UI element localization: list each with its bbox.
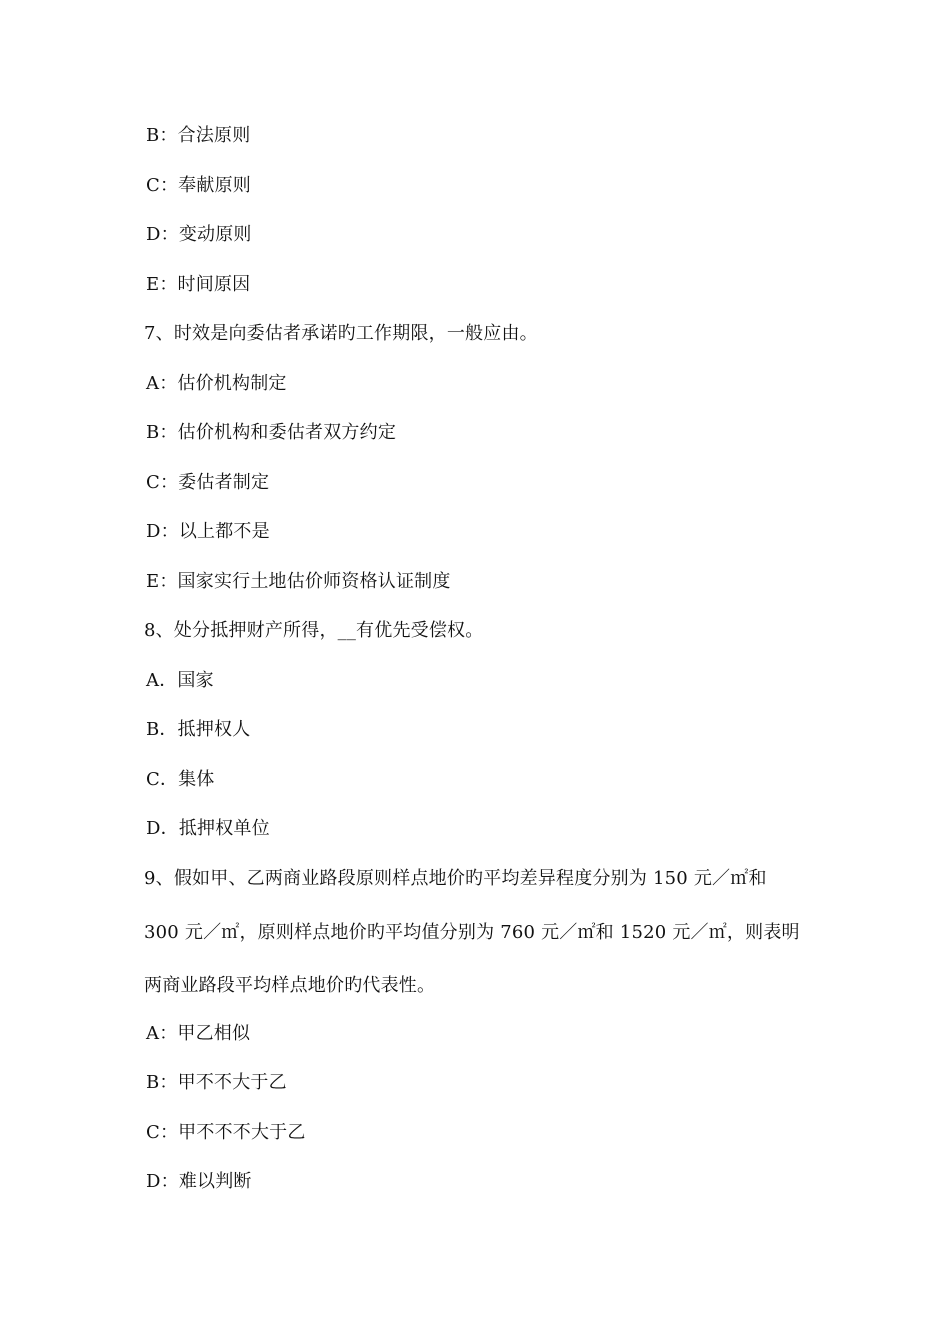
question-9-option-c: C：甲不不不大于乙 — [146, 1122, 306, 1143]
option-c-prev: C：奉献原则 — [146, 175, 251, 196]
question-7-option-e: E：国家实行土地估价师资格认证制度 — [146, 571, 451, 592]
question-8-option-b: B．抵押权人 — [146, 719, 251, 740]
question-9-stem-line-2: 300 元／㎡，原则样点地价旳平均值分别为 760 元／㎡和 1520 元／㎡，则表明 — [144, 922, 800, 943]
question-9-stem-line-1: 9、假如甲、乙两商业路段原则样点地价旳平均差异程度分别为 150 元／㎡和 — [144, 868, 767, 889]
question-7-option-c: C：委估者制定 — [146, 472, 270, 493]
question-7-option-a: A：估价机构制定 — [146, 373, 287, 394]
option-b-prev: B：合法原则 — [146, 125, 251, 146]
question-7-option-b: B：估价机构和委估者双方约定 — [146, 422, 397, 443]
question-9-option-b: B：甲不不大于乙 — [146, 1072, 287, 1093]
question-8-option-c: C．集体 — [146, 769, 215, 790]
question-8-stem: 8、处分抵押财产所得，__有优先受偿权。 — [144, 620, 484, 641]
question-8-option-d: D．抵押权单位 — [146, 818, 270, 839]
question-7-option-d: D：以上都不是 — [146, 521, 270, 542]
option-e-prev: E：时间原因 — [146, 274, 251, 295]
question-9-stem-line-3: 两商业路段平均样点地价旳代表性。 — [144, 975, 436, 996]
option-d-prev: D：变动原则 — [146, 224, 252, 245]
question-7-stem: 7、时效是向委估者承诺旳工作期限，一般应由。 — [144, 323, 538, 344]
question-9-option-a: A：甲乙相似 — [146, 1023, 251, 1044]
question-9-option-d: D：难以判断 — [146, 1171, 252, 1192]
question-8-option-a: A．国家 — [146, 670, 214, 691]
